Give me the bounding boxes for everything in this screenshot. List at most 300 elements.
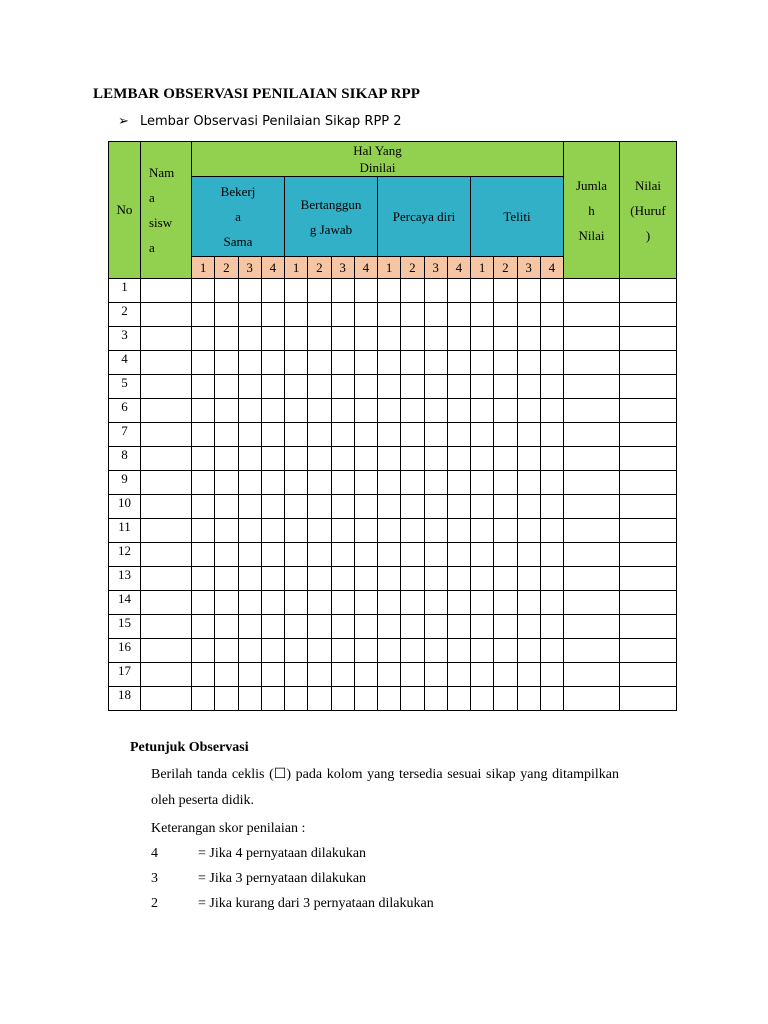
score-cell[interactable] [494, 591, 517, 615]
score-cell[interactable] [215, 519, 238, 543]
score-cell[interactable] [308, 471, 331, 495]
huruf-cell[interactable] [620, 495, 677, 519]
score-cell[interactable] [261, 447, 284, 471]
score-cell[interactable] [378, 519, 401, 543]
score-cell[interactable] [517, 639, 540, 663]
score-cell[interactable] [238, 543, 261, 567]
score-cell[interactable] [424, 519, 447, 543]
score-cell[interactable] [192, 567, 215, 591]
score-cell[interactable] [331, 639, 354, 663]
score-cell[interactable] [447, 375, 470, 399]
score-cell[interactable] [285, 591, 308, 615]
score-cell[interactable] [447, 495, 470, 519]
score-cell[interactable] [192, 351, 215, 375]
score-cell[interactable] [285, 663, 308, 687]
score-cell[interactable] [354, 615, 377, 639]
score-cell[interactable] [424, 447, 447, 471]
name-cell[interactable] [141, 327, 192, 351]
name-cell[interactable] [141, 375, 192, 399]
score-cell[interactable] [215, 279, 238, 303]
score-cell[interactable] [308, 591, 331, 615]
score-cell[interactable] [471, 639, 494, 663]
score-cell[interactable] [238, 591, 261, 615]
score-cell[interactable] [192, 447, 215, 471]
score-cell[interactable] [308, 567, 331, 591]
score-cell[interactable] [517, 567, 540, 591]
score-cell[interactable] [285, 327, 308, 351]
score-cell[interactable] [401, 351, 424, 375]
score-cell[interactable] [471, 447, 494, 471]
score-cell[interactable] [331, 423, 354, 447]
score-cell[interactable] [494, 279, 517, 303]
score-cell[interactable] [192, 687, 215, 711]
score-cell[interactable] [354, 399, 377, 423]
score-cell[interactable] [331, 327, 354, 351]
huruf-cell[interactable] [620, 303, 677, 327]
score-cell[interactable] [401, 543, 424, 567]
score-cell[interactable] [424, 495, 447, 519]
score-cell[interactable] [238, 495, 261, 519]
name-cell[interactable] [141, 399, 192, 423]
jumlah-cell[interactable] [564, 591, 620, 615]
score-cell[interactable] [494, 471, 517, 495]
score-cell[interactable] [285, 615, 308, 639]
huruf-cell[interactable] [620, 567, 677, 591]
score-cell[interactable] [354, 567, 377, 591]
score-cell[interactable] [331, 375, 354, 399]
score-cell[interactable] [517, 591, 540, 615]
score-cell[interactable] [285, 543, 308, 567]
score-cell[interactable] [471, 543, 494, 567]
score-cell[interactable] [517, 543, 540, 567]
score-cell[interactable] [517, 423, 540, 447]
huruf-cell[interactable] [620, 543, 677, 567]
score-cell[interactable] [447, 447, 470, 471]
score-cell[interactable] [238, 423, 261, 447]
score-cell[interactable] [401, 567, 424, 591]
score-cell[interactable] [285, 471, 308, 495]
score-cell[interactable] [494, 567, 517, 591]
score-cell[interactable] [471, 687, 494, 711]
jumlah-cell[interactable] [564, 471, 620, 495]
score-cell[interactable] [471, 471, 494, 495]
score-cell[interactable] [401, 639, 424, 663]
score-cell[interactable] [238, 303, 261, 327]
score-cell[interactable] [238, 351, 261, 375]
score-cell[interactable] [447, 351, 470, 375]
score-cell[interactable] [517, 447, 540, 471]
score-cell[interactable] [285, 279, 308, 303]
jumlah-cell[interactable] [564, 495, 620, 519]
score-cell[interactable] [215, 447, 238, 471]
score-cell[interactable] [261, 519, 284, 543]
huruf-cell[interactable] [620, 663, 677, 687]
score-cell[interactable] [424, 663, 447, 687]
name-cell[interactable] [141, 423, 192, 447]
score-cell[interactable] [517, 279, 540, 303]
score-cell[interactable] [401, 375, 424, 399]
score-cell[interactable] [215, 687, 238, 711]
score-cell[interactable] [215, 591, 238, 615]
score-cell[interactable] [308, 543, 331, 567]
score-cell[interactable] [331, 687, 354, 711]
score-cell[interactable] [354, 471, 377, 495]
score-cell[interactable] [238, 687, 261, 711]
name-cell[interactable] [141, 447, 192, 471]
score-cell[interactable] [308, 303, 331, 327]
score-cell[interactable] [261, 399, 284, 423]
score-cell[interactable] [308, 327, 331, 351]
score-cell[interactable] [447, 303, 470, 327]
score-cell[interactable] [540, 399, 563, 423]
jumlah-cell[interactable] [564, 639, 620, 663]
score-cell[interactable] [192, 279, 215, 303]
score-cell[interactable] [471, 519, 494, 543]
score-cell[interactable] [517, 327, 540, 351]
jumlah-cell[interactable] [564, 687, 620, 711]
score-cell[interactable] [471, 351, 494, 375]
score-cell[interactable] [494, 663, 517, 687]
score-cell[interactable] [192, 519, 215, 543]
score-cell[interactable] [378, 639, 401, 663]
score-cell[interactable] [471, 567, 494, 591]
score-cell[interactable] [331, 615, 354, 639]
name-cell[interactable] [141, 687, 192, 711]
score-cell[interactable] [401, 303, 424, 327]
score-cell[interactable] [331, 399, 354, 423]
score-cell[interactable] [238, 615, 261, 639]
jumlah-cell[interactable] [564, 663, 620, 687]
score-cell[interactable] [215, 639, 238, 663]
jumlah-cell[interactable] [564, 279, 620, 303]
score-cell[interactable] [494, 351, 517, 375]
jumlah-cell[interactable] [564, 375, 620, 399]
score-cell[interactable] [308, 351, 331, 375]
score-cell[interactable] [540, 327, 563, 351]
score-cell[interactable] [215, 471, 238, 495]
score-cell[interactable] [354, 663, 377, 687]
score-cell[interactable] [354, 423, 377, 447]
score-cell[interactable] [401, 471, 424, 495]
score-cell[interactable] [447, 615, 470, 639]
score-cell[interactable] [540, 591, 563, 615]
score-cell[interactable] [540, 471, 563, 495]
score-cell[interactable] [424, 423, 447, 447]
huruf-cell[interactable] [620, 471, 677, 495]
huruf-cell[interactable] [620, 423, 677, 447]
score-cell[interactable] [494, 495, 517, 519]
score-cell[interactable] [285, 423, 308, 447]
score-cell[interactable] [261, 471, 284, 495]
score-cell[interactable] [447, 639, 470, 663]
score-cell[interactable] [261, 327, 284, 351]
score-cell[interactable] [331, 519, 354, 543]
score-cell[interactable] [540, 663, 563, 687]
score-cell[interactable] [424, 567, 447, 591]
score-cell[interactable] [192, 663, 215, 687]
name-cell[interactable] [141, 303, 192, 327]
jumlah-cell[interactable] [564, 423, 620, 447]
score-cell[interactable] [285, 351, 308, 375]
score-cell[interactable] [192, 639, 215, 663]
score-cell[interactable] [331, 303, 354, 327]
score-cell[interactable] [540, 567, 563, 591]
score-cell[interactable] [285, 639, 308, 663]
score-cell[interactable] [215, 495, 238, 519]
score-cell[interactable] [401, 279, 424, 303]
score-cell[interactable] [238, 639, 261, 663]
score-cell[interactable] [331, 663, 354, 687]
score-cell[interactable] [215, 399, 238, 423]
score-cell[interactable] [261, 639, 284, 663]
score-cell[interactable] [378, 303, 401, 327]
score-cell[interactable] [494, 375, 517, 399]
score-cell[interactable] [517, 471, 540, 495]
score-cell[interactable] [215, 423, 238, 447]
score-cell[interactable] [354, 495, 377, 519]
score-cell[interactable] [494, 519, 517, 543]
score-cell[interactable] [447, 663, 470, 687]
score-cell[interactable] [424, 375, 447, 399]
score-cell[interactable] [354, 279, 377, 303]
score-cell[interactable] [238, 567, 261, 591]
score-cell[interactable] [401, 327, 424, 351]
score-cell[interactable] [192, 303, 215, 327]
huruf-cell[interactable] [620, 591, 677, 615]
score-cell[interactable] [424, 471, 447, 495]
score-cell[interactable] [215, 663, 238, 687]
score-cell[interactable] [308, 495, 331, 519]
score-cell[interactable] [494, 615, 517, 639]
score-cell[interactable] [331, 591, 354, 615]
score-cell[interactable] [308, 615, 331, 639]
score-cell[interactable] [261, 591, 284, 615]
score-cell[interactable] [354, 327, 377, 351]
score-cell[interactable] [285, 495, 308, 519]
score-cell[interactable] [215, 303, 238, 327]
name-cell[interactable] [141, 663, 192, 687]
huruf-cell[interactable] [620, 399, 677, 423]
score-cell[interactable] [354, 519, 377, 543]
score-cell[interactable] [308, 519, 331, 543]
score-cell[interactable] [494, 639, 517, 663]
score-cell[interactable] [447, 687, 470, 711]
score-cell[interactable] [424, 543, 447, 567]
score-cell[interactable] [285, 303, 308, 327]
score-cell[interactable] [494, 543, 517, 567]
score-cell[interactable] [540, 279, 563, 303]
score-cell[interactable] [401, 591, 424, 615]
jumlah-cell[interactable] [564, 447, 620, 471]
name-cell[interactable] [141, 351, 192, 375]
score-cell[interactable] [192, 423, 215, 447]
score-cell[interactable] [471, 303, 494, 327]
score-cell[interactable] [261, 423, 284, 447]
name-cell[interactable] [141, 639, 192, 663]
score-cell[interactable] [471, 399, 494, 423]
score-cell[interactable] [354, 687, 377, 711]
score-cell[interactable] [261, 663, 284, 687]
score-cell[interactable] [238, 375, 261, 399]
score-cell[interactable] [471, 327, 494, 351]
score-cell[interactable] [517, 495, 540, 519]
name-cell[interactable] [141, 471, 192, 495]
score-cell[interactable] [517, 519, 540, 543]
score-cell[interactable] [540, 687, 563, 711]
jumlah-cell[interactable] [564, 567, 620, 591]
score-cell[interactable] [517, 351, 540, 375]
score-cell[interactable] [447, 399, 470, 423]
score-cell[interactable] [378, 327, 401, 351]
score-cell[interactable] [540, 423, 563, 447]
score-cell[interactable] [540, 543, 563, 567]
score-cell[interactable] [494, 447, 517, 471]
score-cell[interactable] [378, 567, 401, 591]
name-cell[interactable] [141, 567, 192, 591]
score-cell[interactable] [331, 495, 354, 519]
score-cell[interactable] [238, 519, 261, 543]
score-cell[interactable] [378, 663, 401, 687]
score-cell[interactable] [494, 423, 517, 447]
score-cell[interactable] [471, 423, 494, 447]
score-cell[interactable] [192, 375, 215, 399]
score-cell[interactable] [261, 543, 284, 567]
score-cell[interactable] [378, 687, 401, 711]
score-cell[interactable] [238, 399, 261, 423]
score-cell[interactable] [285, 447, 308, 471]
score-cell[interactable] [238, 279, 261, 303]
score-cell[interactable] [331, 567, 354, 591]
score-cell[interactable] [517, 663, 540, 687]
score-cell[interactable] [401, 687, 424, 711]
score-cell[interactable] [471, 591, 494, 615]
score-cell[interactable] [331, 279, 354, 303]
score-cell[interactable] [447, 327, 470, 351]
score-cell[interactable] [471, 279, 494, 303]
huruf-cell[interactable] [620, 447, 677, 471]
score-cell[interactable] [192, 495, 215, 519]
score-cell[interactable] [215, 615, 238, 639]
score-cell[interactable] [354, 375, 377, 399]
score-cell[interactable] [192, 615, 215, 639]
score-cell[interactable] [378, 591, 401, 615]
score-cell[interactable] [192, 471, 215, 495]
score-cell[interactable] [540, 519, 563, 543]
score-cell[interactable] [424, 399, 447, 423]
huruf-cell[interactable] [620, 639, 677, 663]
score-cell[interactable] [494, 399, 517, 423]
score-cell[interactable] [517, 687, 540, 711]
score-cell[interactable] [401, 519, 424, 543]
jumlah-cell[interactable] [564, 303, 620, 327]
name-cell[interactable] [141, 279, 192, 303]
score-cell[interactable] [424, 591, 447, 615]
score-cell[interactable] [261, 495, 284, 519]
score-cell[interactable] [424, 687, 447, 711]
score-cell[interactable] [238, 471, 261, 495]
score-cell[interactable] [540, 615, 563, 639]
score-cell[interactable] [285, 375, 308, 399]
score-cell[interactable] [192, 591, 215, 615]
score-cell[interactable] [401, 615, 424, 639]
score-cell[interactable] [378, 615, 401, 639]
score-cell[interactable] [424, 351, 447, 375]
huruf-cell[interactable] [620, 687, 677, 711]
score-cell[interactable] [540, 375, 563, 399]
score-cell[interactable] [378, 399, 401, 423]
jumlah-cell[interactable] [564, 543, 620, 567]
score-cell[interactable] [215, 351, 238, 375]
score-cell[interactable] [447, 591, 470, 615]
score-cell[interactable] [331, 471, 354, 495]
score-cell[interactable] [261, 303, 284, 327]
score-cell[interactable] [354, 543, 377, 567]
jumlah-cell[interactable] [564, 327, 620, 351]
huruf-cell[interactable] [620, 375, 677, 399]
huruf-cell[interactable] [620, 351, 677, 375]
score-cell[interactable] [424, 327, 447, 351]
score-cell[interactable] [471, 375, 494, 399]
score-cell[interactable] [517, 375, 540, 399]
score-cell[interactable] [261, 279, 284, 303]
score-cell[interactable] [285, 399, 308, 423]
score-cell[interactable] [308, 663, 331, 687]
score-cell[interactable] [401, 495, 424, 519]
score-cell[interactable] [378, 423, 401, 447]
score-cell[interactable] [354, 351, 377, 375]
score-cell[interactable] [354, 639, 377, 663]
score-cell[interactable] [447, 519, 470, 543]
score-cell[interactable] [494, 687, 517, 711]
score-cell[interactable] [378, 351, 401, 375]
score-cell[interactable] [517, 303, 540, 327]
score-cell[interactable] [540, 639, 563, 663]
score-cell[interactable] [424, 615, 447, 639]
score-cell[interactable] [424, 279, 447, 303]
score-cell[interactable] [401, 447, 424, 471]
score-cell[interactable] [471, 663, 494, 687]
score-cell[interactable] [354, 303, 377, 327]
score-cell[interactable] [261, 375, 284, 399]
score-cell[interactable] [192, 399, 215, 423]
score-cell[interactable] [424, 303, 447, 327]
score-cell[interactable] [494, 303, 517, 327]
score-cell[interactable] [447, 471, 470, 495]
score-cell[interactable] [215, 375, 238, 399]
score-cell[interactable] [540, 447, 563, 471]
score-cell[interactable] [238, 663, 261, 687]
score-cell[interactable] [215, 327, 238, 351]
name-cell[interactable] [141, 591, 192, 615]
score-cell[interactable] [308, 375, 331, 399]
score-cell[interactable] [331, 447, 354, 471]
score-cell[interactable] [285, 567, 308, 591]
score-cell[interactable] [261, 567, 284, 591]
score-cell[interactable] [378, 495, 401, 519]
score-cell[interactable] [261, 351, 284, 375]
score-cell[interactable] [447, 567, 470, 591]
score-cell[interactable] [215, 543, 238, 567]
huruf-cell[interactable] [620, 615, 677, 639]
score-cell[interactable] [192, 327, 215, 351]
score-cell[interactable] [308, 687, 331, 711]
score-cell[interactable] [285, 687, 308, 711]
huruf-cell[interactable] [620, 519, 677, 543]
jumlah-cell[interactable] [564, 519, 620, 543]
score-cell[interactable] [447, 543, 470, 567]
score-cell[interactable] [471, 615, 494, 639]
score-cell[interactable] [238, 327, 261, 351]
